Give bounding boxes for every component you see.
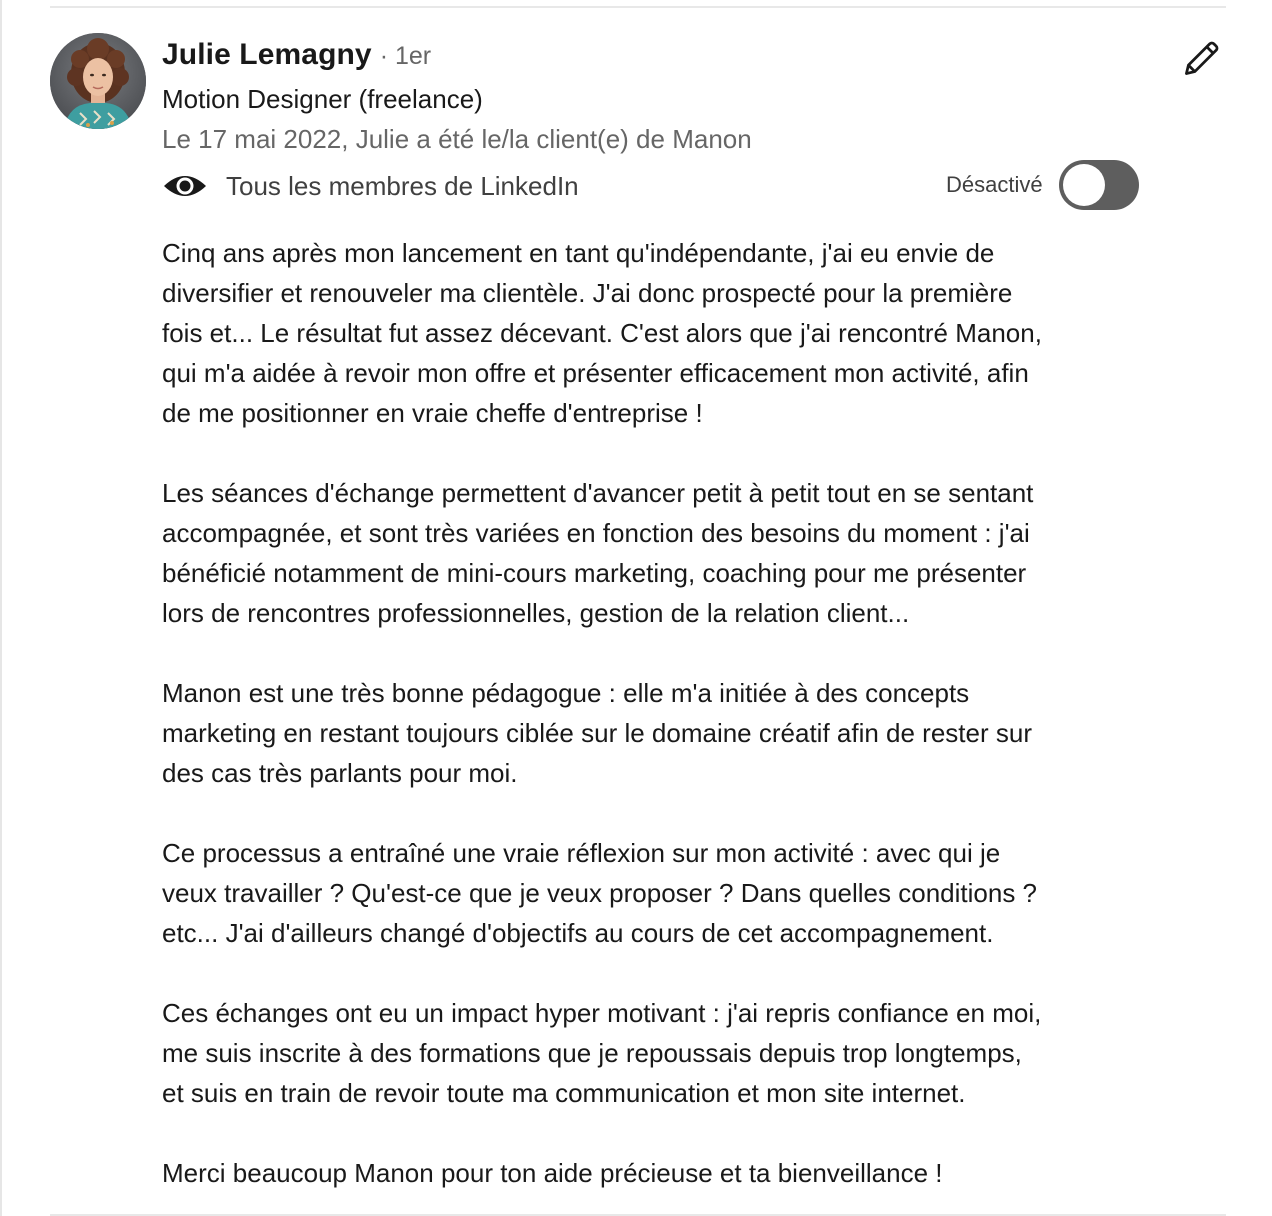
toggle-state-label: Désactivé xyxy=(946,172,1043,197)
recommender-name[interactable]: Julie Lemagny xyxy=(162,38,372,71)
text-line: diversifier et renouveler ma clientèle. J'ai donc prospecté pour la première xyxy=(162,278,1013,308)
text-line: qui m'a aidée à revoir mon offre et présenter efficacement mon activité, afin xyxy=(162,358,1029,388)
text-line: me suis inscrite à des formations que je repoussais depuis trop longtemps, xyxy=(162,1038,1022,1068)
visibility-toggle-group xyxy=(946,160,1139,210)
avatar[interactable] xyxy=(50,33,146,129)
recommendation-paragraph xyxy=(162,993,1162,1113)
text-line: fois et... Le résultat fut assez décevant. C'est alors que j'ai rencontré Manon, xyxy=(162,318,1042,348)
relationship-text: Le 17 mai 2022, Julie a été le/la client(e) de Manon xyxy=(162,124,752,154)
visibility-label: Tous les membres de LinkedIn xyxy=(226,170,579,201)
text-line: des cas très parlants pour moi. xyxy=(162,758,518,788)
recommendation-paragraph xyxy=(162,673,1162,793)
recommendation-paragraph xyxy=(162,1153,1162,1193)
recommender-name-row xyxy=(162,38,431,72)
text-line: etc... J'ai d'ailleurs changé d'objectifs au cours de cet accompagnement. xyxy=(162,918,994,948)
recommendation-paragraph xyxy=(162,833,1162,953)
text-line: marketing en restant toujours ciblée sur le domaine créatif afin de rester sur xyxy=(162,718,1032,748)
connection-degree: · 1er xyxy=(379,42,432,70)
recommender-headline: Motion Designer (freelance) xyxy=(162,84,483,114)
text-line: accompagnée, et sont très variées en fonction des besoins du moment : j'ai xyxy=(162,518,1030,548)
text-line: de me positionner en vraie cheffe d'entreprise ! xyxy=(162,398,703,428)
text-line: bénéficié notamment de mini-cours marketing, coaching pour me présenter xyxy=(162,558,1027,588)
visibility-setting xyxy=(162,164,579,208)
edit-button[interactable] xyxy=(1178,34,1226,82)
text-line: Les séances d'échange permettent d'avancer petit à petit tout en se sentant xyxy=(162,478,1034,508)
toggle-knob xyxy=(1063,164,1105,206)
text-line: Merci beaucoup Manon pour ton aide précieuse et ta bienveillance ! xyxy=(162,1158,943,1188)
visibility-toggle[interactable] xyxy=(1059,160,1139,210)
text-line: lors de rencontres professionnelles, gestion de la relation client... xyxy=(162,598,910,628)
pencil-icon xyxy=(1180,36,1224,80)
text-line: et suis en train de revoir toute ma communication et mon site internet. xyxy=(162,1078,966,1108)
recommendation-text xyxy=(162,233,1162,1193)
text-line: veux travailler ? Qu'est-ce que je veux proposer ? Dans quelles conditions ? xyxy=(162,878,1037,908)
text-line: Cinq ans après mon lancement en tant qu'indépendante, j'ai eu envie de xyxy=(162,238,995,268)
eye-icon xyxy=(162,170,208,202)
card-left-border xyxy=(0,0,2,1216)
text-line: Ces échanges ont eu un impact hyper motivant : j'ai repris confiance en moi, xyxy=(162,998,1042,1028)
recommendation-paragraph xyxy=(162,473,1162,633)
top-divider xyxy=(50,6,1226,8)
text-line: Manon est une très bonne pédagogue : elle m'a initiée à des concepts xyxy=(162,678,970,708)
text-line: Ce processus a entraîné une vraie réflexion sur mon activité : avec qui je xyxy=(162,838,1001,868)
profile-photo xyxy=(50,33,146,129)
recommendation-paragraph xyxy=(162,233,1162,433)
